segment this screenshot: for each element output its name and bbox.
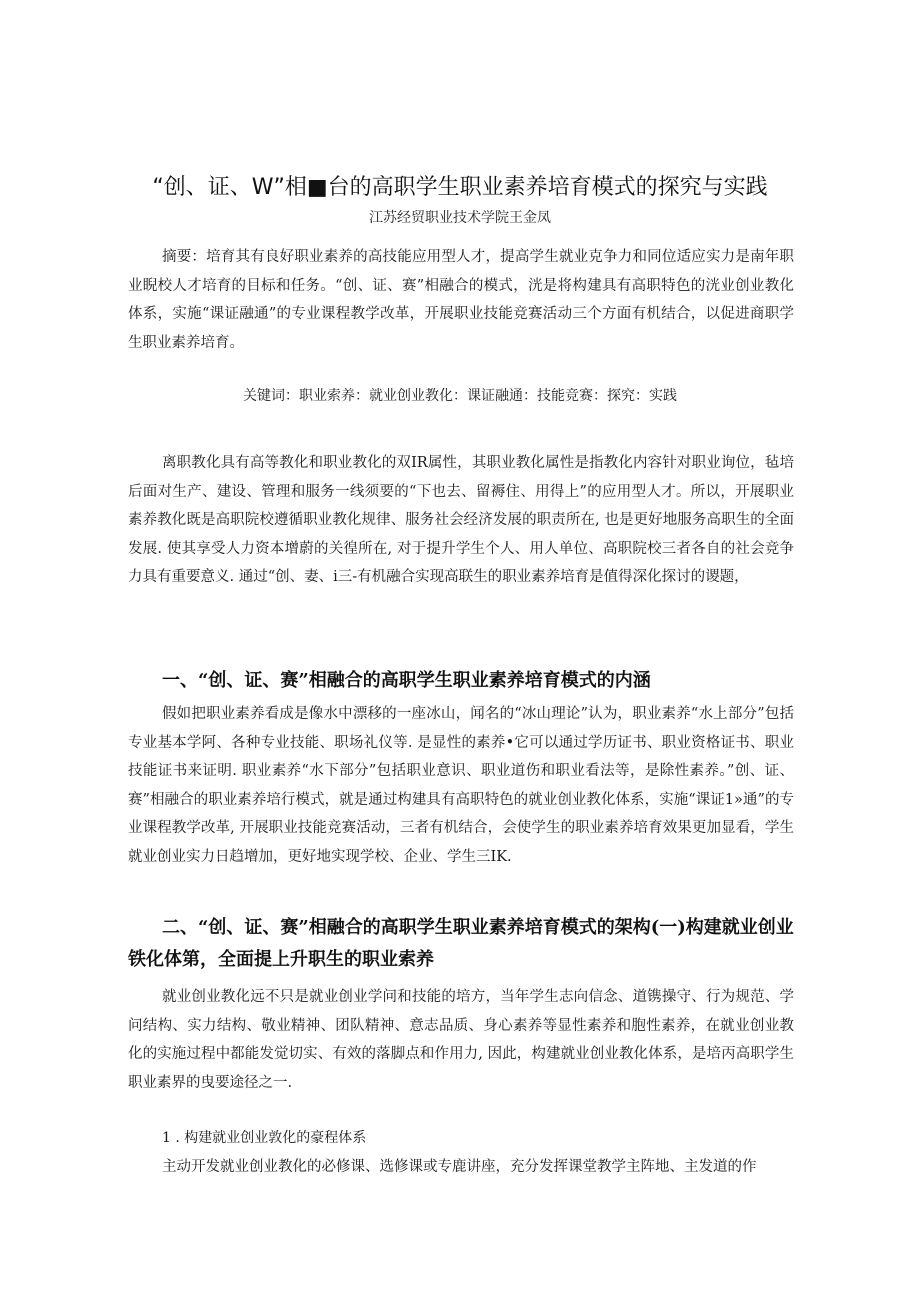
subsection-1-heading: 1 . 构建就业创业敦化的豪程体系 bbox=[162, 1130, 367, 1146]
section-2-body: 就业创业教化远不只是就业创业学问和技能的培方，当年学生志向信念、道镌操守、行为规范、学问结构、实力结构、敬业精神、团队精神、意志品质、身心素养等显性素养和胞性素养，在就业创业教化的实施过程中都能发觉切实、有效的落脚点和作用力, 因此，构建就业创业教化体系，是培丙高职学生职业素界的曳要途径之一. bbox=[128, 989, 794, 1091]
section-2-heading: 二、“创、证、赛”相融合的高职学生职业素养培育模式的架构(一)构建就业创业铁化体第，全面提上升职生的职业索养 bbox=[128, 917, 794, 970]
abstract-paragraph: 摘要：培育其有良好职业素养的高技能应用型人才，提高学生就业克争力和同位适应实力是南年职业睨校人才培育的目标和任务。“创、证、赛”相融合的模式，洸是将构建具有高职特色的洸业创业教化体系，实施“课证融通”的专业课程教学改革，开展职业技能竞赛活动三个方面有机结合，以促进商职学生职业素养培育。 bbox=[128, 249, 794, 351]
keywords-line: 关键词：职业索养：就业创业教化：课证融通：技能竞赛：探究：实践 bbox=[243, 388, 677, 404]
section-1-body: 假如把职业素养看成是像水中漂移的一座冰山，闻名的“冰山理论”认为，职业素养“水上部分”包括专业基本学阿、各种专业技能、职场礼仪等. 是显性的素养•它可以通过学历证书、职业资格证书、职业技能证书来证明. 职业素养“水下部分”包括职业意识、职业道伤和职业看法等，是除性素养。”创、证、赛”相融合的职业素养培行模式，就是通过构建具有高职特色的就业创业教化体系，实施“课证1»通”的专业课程教学改革, 开展职业技能竞赛活动，三者有机结合，会使学生的职业素养培育效果更加显看，学生就业创业实力日趋增加，更好地实现学校、企业、学生三IK. bbox=[128, 706, 794, 865]
section-1-heading: 一、“创、证、赛”相融合的高职学生职业素养培育模式的内涵 bbox=[162, 670, 651, 691]
subsection-1-body: 主动开发就业创业教化的必修课、选修课或专鹿讲座，充分发挥课堂教学主阵地、主发道的作 bbox=[162, 1159, 757, 1175]
document-title: “创、证、W”相■台的高职学生职业素养培育模式的探究与实践 bbox=[152, 175, 768, 200]
intro-paragraph: 离职教化具有高等教化和职业教化的双IR属性，其职业教化属性是指教化内容针对职业询位，毡培后面对生产、建设、管理和服务一线须要的“下也去、留褥住、用得上”的应用型人才。所以，开展职业素养教化既是高职院校遵循职业教化规律、服务社会经济发展的职责所在, 也是更好地服务高职生的全面发展. 使其享受人力资本增蔚的关徨所在, 对于提升学生个人、用人单位、高职院校三者各自的社会竞争力具有重要意义. 通过“创、妻、i三-有机融合实现高联生的职业素养培育是值得深化探讨的谡题， bbox=[128, 455, 794, 585]
author-line: 江苏经贸职业技术学院王金凤 bbox=[369, 210, 551, 226]
